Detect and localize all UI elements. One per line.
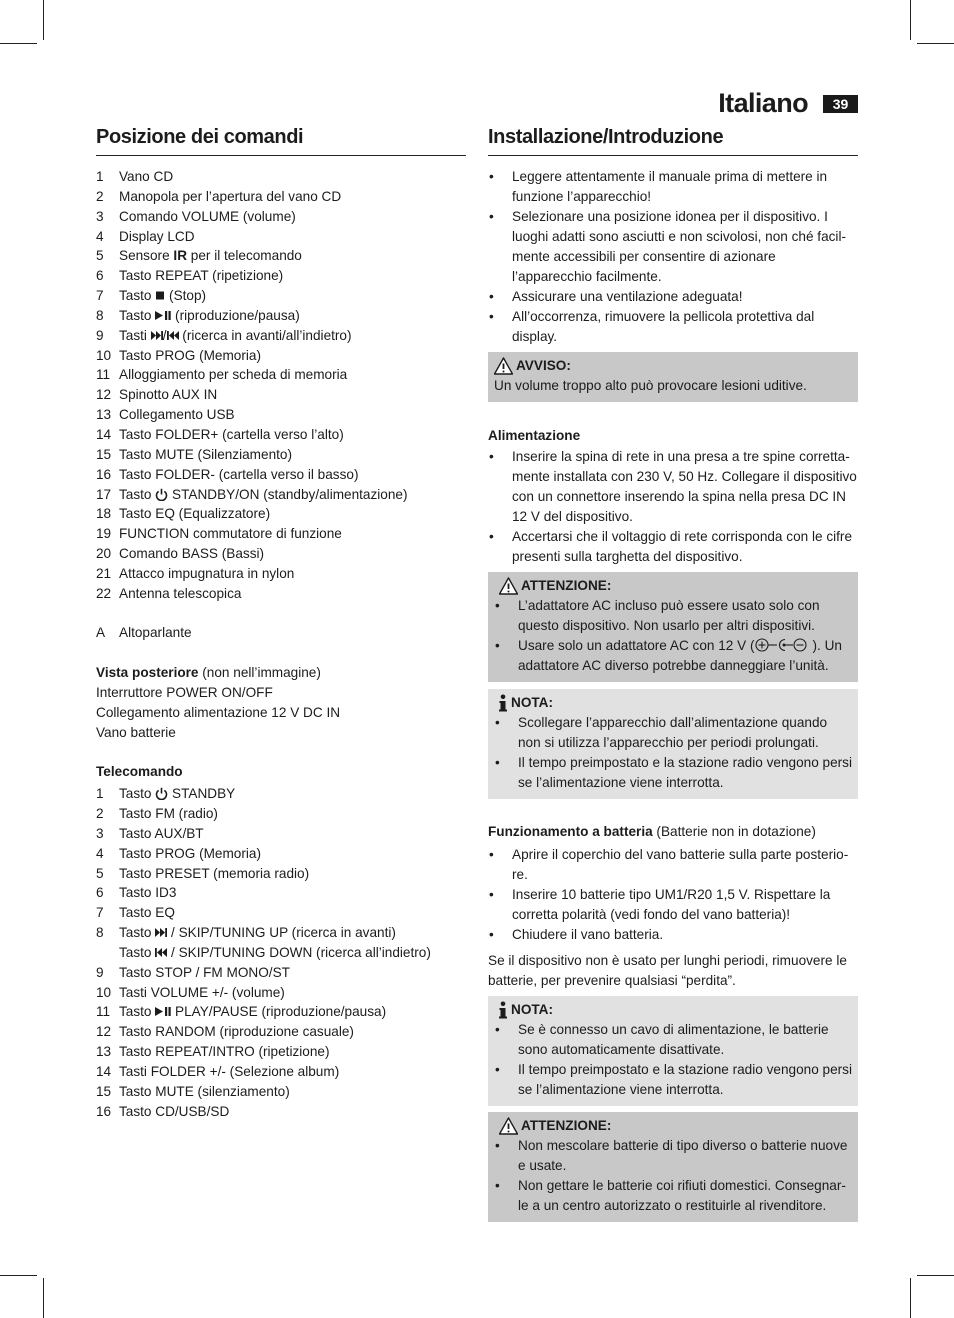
list-item: 3 Comando VOLUME (volume): [96, 208, 296, 224]
list-item: 9 Tasti / (ricerca in avanti/all’indietro): [96, 327, 352, 343]
remote-list: [96, 784, 466, 1121]
power-bullets: [488, 447, 858, 567]
list-item: • Il tempo preimpostato e la stazione radio vengono persi se l’alimentazione viene interrotta.: [495, 754, 852, 790]
skip-forward-icon: [155, 926, 167, 939]
section-title-controls: Posizione dei comandi: [96, 124, 466, 156]
note-label: NOTA:: [511, 1001, 554, 1017]
list-item: 10 Tasto PROG (Memoria): [96, 347, 262, 363]
list-item: 1 Vano CD: [96, 169, 174, 184]
list-item: • Non gettare le batterie coi rifiuti domestici. Consegnar-le a un centro autorizzato o restituirle al rivenditore.: [495, 1177, 846, 1213]
skip-forward-icon: [151, 329, 163, 342]
list-item: • Leggere attentamente il manuale prima di mettere in funzione l’apparecchio!: [489, 169, 828, 204]
list-item: 11 Tasto PLAY/PAUSE (riproduzione/pausa): [96, 1004, 387, 1020]
note-box: [488, 689, 858, 799]
crop-mark: [917, 1275, 954, 1276]
play-pause-icon: [155, 309, 171, 322]
list-item: 16 Tasto FOLDER- (cartella verso il basso): [96, 466, 359, 482]
list-item: 5 Sensore IR per il telecomando: [96, 248, 302, 264]
stop-icon: [155, 289, 165, 302]
list-item: 15 Tasto MUTE (silenziamento): [96, 1083, 290, 1099]
list-item: 2 Manopola per l’apertura del vano CD: [96, 188, 342, 204]
list-item: • Accertarsi che il voltaggio di rete corrisponda con le cifre presenti sulla targhetta del dispositivo.: [489, 528, 853, 564]
list-item: • Se è connesso un cavo di alimentazione, le batterie sono automaticamente disattivate.: [495, 1021, 829, 1057]
caution-box: [488, 1112, 858, 1222]
play-pause-icon: [155, 1005, 171, 1018]
crop-mark: [910, 0, 911, 40]
caution-box: [488, 572, 858, 682]
installation-bullets: [488, 167, 858, 347]
left-column: [96, 124, 466, 1122]
polarity-icon: [755, 638, 813, 652]
list-item: • Non mescolare batterie di tipo diverso o batterie nuove e usate.: [495, 1137, 848, 1173]
list-item: • Usare solo un adattatore AC con 12 V ( ). Un adattatore AC diverso potrebbe danneggiare l’unità.: [495, 637, 842, 673]
language-title: Italiano: [718, 88, 808, 118]
crop-mark: [0, 1275, 37, 1276]
list-item: 20 Comando BASS (Bassi): [96, 546, 265, 562]
warning-icon: [499, 577, 518, 595]
list-item: 21 Attacco impugnatura in nylon: [96, 565, 295, 581]
list-item: • Selezionare una posizione idonea per il dispositivo. I luoghi adatti sono asciutti e non scivolosi, non ché facil-mente accessibili per consentire di azionare l’apparecchio facilmente.: [489, 209, 846, 284]
list-item: 10 Tasti VOLUME +/- (volume): [96, 984, 285, 1000]
warning-icon: [494, 357, 513, 375]
caution-label: ATTENZIONE:: [521, 577, 612, 593]
note-box: [488, 996, 858, 1106]
caution-label: ATTENZIONE:: [521, 1117, 612, 1133]
info-icon: [497, 694, 508, 712]
list-item: 14 Tasto FOLDER+ (cartella verso l’alto): [96, 426, 344, 442]
list-item: 15 Tasto MUTE (Silenziamento): [96, 446, 292, 462]
page-header: [718, 86, 858, 120]
list-item: 17 Tasto STANDBY/ON (standby/alimentazione): [96, 486, 408, 502]
list-item: 11 Alloggiamento per scheda di memoria: [96, 367, 348, 383]
list-item: 6 Tasto REPEAT (ripetizione): [96, 268, 284, 284]
list-item: A Altoparlante: [96, 625, 192, 641]
note-label: NOTA:: [511, 694, 554, 710]
list-item: 18 Tasto EQ (Equalizzatore): [96, 506, 271, 522]
list-item: 6 Tasto ID3: [96, 885, 177, 901]
battery-heading: Funzionamento a batteria (Batterie non in dotazione): [488, 823, 816, 839]
section-title-installation: Installazione/Introduzione: [488, 124, 858, 156]
list-item: 14 Tasti FOLDER +/- (Selezione album): [96, 1063, 340, 1079]
list-item: 19 FUNCTION commutatore di funzione: [96, 526, 342, 542]
controls-list: [96, 167, 466, 604]
warning-box: [488, 352, 858, 402]
list-item: 9 Tasto STOP / FM MONO/ST: [96, 964, 290, 980]
list-item: Tasto / SKIP/TUNING DOWN (ricerca all’indietro): [119, 944, 431, 960]
list-item: 13 Tasto REPEAT/INTRO (ripetizione): [96, 1044, 330, 1060]
rear-view-line: Collegamento alimentazione 12 V DC IN: [96, 704, 341, 720]
list-item: 22 Antenna telescopica: [96, 585, 242, 601]
list-item: 7 Tasto EQ: [96, 905, 175, 921]
list-item: 4 Tasto PROG (Memoria): [96, 845, 262, 861]
list-item: 16 Tasto CD/USB/SD: [96, 1103, 230, 1119]
list-item: • Il tempo preimpostato e la stazione radio vengono persi se l’alimentazione viene interrotta.: [495, 1061, 852, 1097]
list-item: 8 Tasto (riproduzione/pausa): [96, 307, 300, 323]
list-item: 8 Tasto / SKIP/TUNING UP (ricerca in avanti): [96, 925, 396, 941]
list-item: 7 Tasto (Stop): [96, 288, 207, 304]
list-item: • Scollegare l’apparecchio dall’alimentazione quando non si utilizza l’apparecchio per periodi prolungati.: [495, 714, 828, 750]
info-icon: [497, 1001, 508, 1019]
power-icon: [155, 787, 168, 800]
list-item: 12 Tasto RANDOM (riproduzione casuale): [96, 1024, 354, 1040]
list-item: 5 Tasto PRESET (memoria radio): [96, 865, 310, 881]
list-item: 4 Display LCD: [96, 228, 195, 244]
power-icon: [155, 488, 168, 501]
list-item: 13 Collegamento USB: [96, 407, 235, 423]
list-item: • All’occorrenza, rimuovere la pellicola protettiva dal display.: [489, 309, 815, 344]
remote-heading: Telecomando: [96, 764, 183, 780]
warning-label: AVVISO:: [516, 358, 571, 373]
battery-paragraph: Se il dispositivo non è usato per lunghi periodi, rimuovere le batterie, per prevenire qualsiasi “perdita”.: [488, 952, 847, 988]
list-item: • Aprire il coperchio del vano batterie sulla parte posterio-re.: [489, 846, 849, 882]
crop-mark: [917, 43, 954, 44]
crop-mark: [43, 1278, 44, 1318]
list-item: • Inserire 10 batterie tipo UM1/R20 1,5 V. Rispettare la corretta polarità (vedi fondo del vano batteria)!: [489, 886, 831, 922]
crop-mark: [43, 0, 44, 40]
warning-icon: [499, 1117, 518, 1135]
rear-view-line: Vano batterie: [96, 724, 176, 740]
battery-bullets: [488, 845, 858, 945]
list-item: 3 Tasto AUX/BT: [96, 825, 204, 841]
list-item: • Chiudere il vano batteria.: [489, 926, 664, 942]
skip-back-icon: [155, 946, 167, 959]
crop-mark: [910, 1278, 911, 1318]
list-item: • L’adattatore AC incluso può essere usato solo con questo dispositivo. Non usarlo per altri dispositivi.: [495, 597, 820, 633]
crop-mark: [0, 43, 37, 44]
list-item: 2 Tasto FM (radio): [96, 806, 218, 821]
right-column: [488, 124, 858, 1222]
list-item: • Assicurare una ventilazione adeguata!: [489, 289, 743, 304]
skip-back-icon: [167, 329, 179, 342]
power-heading: Alimentazione: [488, 428, 581, 443]
list-item: 1 Tasto STANDBY: [96, 786, 236, 802]
speaker-list: [96, 623, 466, 643]
list-item: • Inserire la spina di rete in una presa a tre spine corretta-mente installata con 230 V, 50 Hz. Collegare il dispositivo con un connettore inserendo la spina nella presa DC IN 12 V del dispositivo.: [489, 448, 857, 524]
list-item: 12 Spinotto AUX IN: [96, 387, 218, 403]
warning-text: Un volume troppo alto può provocare lesioni uditive.: [494, 378, 807, 393]
rear-view-line: Interruttore POWER ON/OFF: [96, 684, 273, 700]
rear-view-heading: Vista posteriore (non nell’immagine): [96, 665, 321, 681]
page-number: 39: [823, 95, 858, 113]
